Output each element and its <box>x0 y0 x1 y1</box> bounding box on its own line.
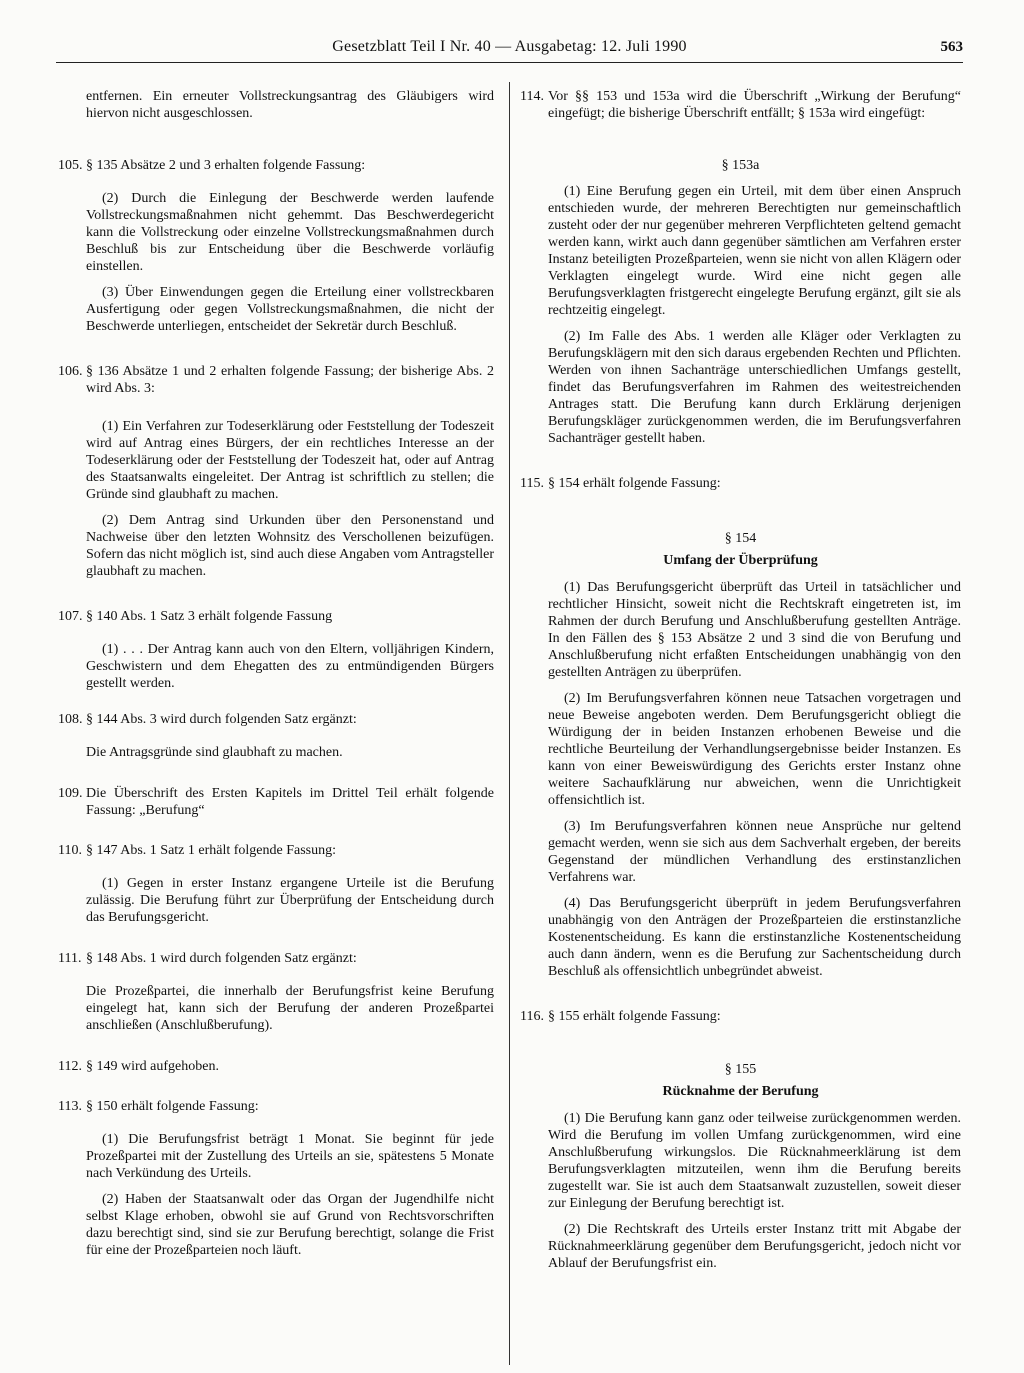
item-number: 108. <box>58 712 83 727</box>
paragraph: (1) Die Berufungsfrist beträgt 1 Monat. Sie beginnt für jede Prozeßpartei mit der Zustellung des Urteils an sie, spätestens 5 Monate nach Verkündung des Urteils. <box>86 1132 494 1181</box>
paragraph: Die Prozeßpartei, die innerhalb der Berufungsfrist keine Berufung eingelegt hat, kann sich der Berufung der anderen Prozeßpartei anschließen (Anschlußberufung). <box>86 984 494 1033</box>
paragraph: (1) Eine Berufung gegen ein Urteil, mit dem über einen Anspruch entschieden wurde, der mehreren Berechtigten nur gemeinschaftlich zusteht oder der nur gegenüber mehreren Verpflichteten geltend gemacht werden kann, wirkt auch dann gegenüber sämtlichen am Verfahren erster Instanz beteiligten Prozeßparteien, wenn sie nicht von allen Klägern oder Verklagten eingelegt wurde. Wird eine nicht gegen alle Berufungsverklagten fristgerecht eingelegte Berufung ergänzt, gilt sie als rechtzeitig eingelegt. <box>548 184 961 318</box>
gazette-title: Gesetzblatt Teil I Nr. 40 — Ausgabetag: 12. Juli 1990 <box>332 38 687 55</box>
item-text: § 154 erhält folgende Fassung: <box>548 476 721 491</box>
item-number: 112. <box>58 1059 82 1074</box>
item-115 <box>520 475 961 492</box>
item-text: § 135 Absätze 2 und 3 erhalten folgende Fassung: <box>86 158 366 173</box>
right-column <box>520 88 961 1272</box>
item-111 <box>58 950 494 967</box>
item-number: 116. <box>520 1009 544 1024</box>
item-text: § 140 Abs. 1 Satz 3 erhält folgende Fassung <box>86 609 333 624</box>
item-number: 105. <box>58 158 83 173</box>
page-number: 563 <box>940 39 963 55</box>
item-108 <box>58 711 494 728</box>
item-number: 106. <box>58 364 83 379</box>
item-109 <box>58 785 494 819</box>
paragraph: (2) Die Rechtskraft des Urteils erster Instanz tritt mit Abgabe der Rücknahmeerklärung gegenüber dem Berufungsgericht, jedoch nicht vor Ablauf der Berufungsfrist ein. <box>548 1222 961 1271</box>
paragraph: (3) Im Berufungsverfahren können neue Ansprüche nur geltend gemacht werden, wenn sie sich aus dem Sachverhalt ergeben, der bereits Gegenstand der mündlichen Verhandlung des erstinstanzlichen Verfahrens war. <box>548 819 961 885</box>
item-106 <box>58 363 494 397</box>
paragraph: (1) Gegen in erster Instanz ergangene Urteile ist die Berufung zulässig. Die Berufung führt zur Überprüfung der Entscheidung durch das Berufungsgericht. <box>86 876 494 925</box>
item-number: 114. <box>520 89 544 104</box>
paragraph: (2) Haben der Staatsanwalt oder das Organ der Jugendhilfe nicht selbst Klage erhoben, obwohl sie auf Grund von Rechtsvorschriften dazu berechtigt sind, sind sie zur Berufung berechtigt, solange die Frist für eine der Prozeßparteien noch läuft. <box>86 1192 494 1258</box>
item-text: Die Überschrift des Ersten Kapitels im Drittel Teil erhält folgende Fassung: „Berufung“ <box>86 786 494 818</box>
item-114 <box>520 88 961 122</box>
paragraph: Die Antragsgründe sind glaubhaft zu machen. <box>86 745 343 760</box>
item-text: § 147 Abs. 1 Satz 1 erhält folgende Fassung: <box>86 843 337 858</box>
item-text: § 149 wird aufgehoben. <box>86 1059 219 1074</box>
paragraph: (1) . . . Der Antrag kann auch von den Eltern, volljährigen Kindern, Geschwistern und dem Ehegatten des zu entmündigenden Bürgers gestellt werden. <box>86 642 494 691</box>
paragraph: (2) Im Falle des Abs. 1 werden alle Kläger oder Verklagten zu Berufungsklägern mit den sich daraus ergebenden Rechten und Pflichten. Werden von ihnen Sachanträge unterschiedlichen Umfangs gestellt, findet das Berufungsverfahren im Rahmen des weitestreichenden Antrages statt. Die Berufung kann durch Erklärung derjenigen Berufungskläger zurückgenommen werden, die im Berufungsverfahren Sachanträger gestellt haben. <box>548 329 961 446</box>
paragraph: (3) Über Einwendungen gegen die Erteilung einer vollstreckbaren Ausfertigung oder gegen Vollstreckungsmaßnahmen, die nicht der Beschwerde unterliegen, entscheidet der Sekretär durch Beschluß. <box>86 285 494 334</box>
item-number: 110. <box>58 843 82 858</box>
item-number: 113. <box>58 1099 82 1114</box>
paragraph-heading: § 153a <box>721 158 760 173</box>
paragraph: (2) Durch die Einlegung der Beschwerde werden laufende Vollstreckungsmaßnahmen nicht gehemmt. Das Beschwerdegericht kann die Vollstreckung oder einzelne Vollstreckungsmaßnahmen durch Beschluß bis zur Entscheidung über die Beschwerde vorläufig einstellen. <box>86 191 494 274</box>
page-header <box>56 30 963 63</box>
item-text: § 155 erhält folgende Fassung: <box>548 1009 721 1024</box>
continued-paragraph: entfernen. Ein erneuter Vollstreckungsantrag des Gläubigers wird hiervon nicht ausgeschlossen. <box>86 89 494 121</box>
paragraph-heading: § 154 <box>724 531 757 546</box>
item-number: 109. <box>58 786 83 801</box>
item-number: 115. <box>520 476 544 491</box>
item-107 <box>58 608 494 625</box>
paragraph-heading: § 155 <box>724 1062 757 1077</box>
item-number: 111. <box>58 951 82 966</box>
item-110 <box>58 842 494 859</box>
section-title: Umfang der Überprüfung <box>663 553 818 568</box>
column-divider <box>509 82 510 1365</box>
item-text: § 136 Absätze 1 und 2 erhalten folgende Fassung; der bisherige Abs. 2 wird Abs. 3: <box>86 364 494 396</box>
item-number: 107. <box>58 609 83 624</box>
paragraph: (1) Das Berufungsgericht überprüft das Urteil in tatsächlicher und rechtlicher Hinsicht, soweit nicht die Rechtskraft eingetreten ist, im Rahmen der durch Berufung und Anschlußberufung gestellten Anträge. In den Fällen des § 153 Absätze 2 und 3 sind die von Berufung und Anschlußberufung nicht erfaßten Entscheidungen unabhängig von den gestellten Anträgen zu überprüfen. <box>548 580 961 680</box>
item-105 <box>58 157 494 174</box>
item-text: Vor §§ 153 und 153a wird die Überschrift „Wirkung der Berufung“ eingefügt; die bisherige Überschrift entfällt; § 153a wird eingefügt: <box>548 89 961 121</box>
paragraph: (2) Dem Antrag sind Urkunden über den Personenstand und Nachweise über den letzten Wohnsitz des Verschollenen beizufügen. Sofern das nicht möglich ist, sind auch diese Angaben vom Antragsteller glaubhaft zu machen. <box>86 513 494 579</box>
paragraph: (1) Ein Verfahren zur Todeserklärung oder Feststellung der Todeszeit wird auf Antrag eines Bürgers, der ein rechtliches Interesse an der Todeserklärung oder der Feststellung der Todeszeit hat, oder auf Antrag des Staatsanwalts eingeleitet. Der Antrag ist schriftlich zu stellen; die Gründe sind glaubhaft zu machen. <box>86 419 494 502</box>
paragraph: (1) Die Berufung kann ganz oder teilweise zurückgenommen werden. Wird die Berufung im vollen Umfang zurückgenommen, wird eine Anschlußberufung wirkungslos. Die Rücknahmeerklärung ist dem Berufungsverklagten mitzuteilen, wenn ihm die Berufung bereits zugestellt war. Sie ist auch dem Staatsanwalt zuzustellen, soweit dieser zur Einlegung der Berufung berechtigt ist. <box>548 1111 961 1211</box>
paragraph: (4) Das Berufungsgericht überprüft in jedem Berufungsverfahren unabhängig von den Anträgen der Prozeßparteien die erstinstanzliche Kostenentscheidung. Es kann die erstinstanzliche Kostenentscheidung auch dann ändern, wenn es die Berufung zur Sachentscheidung durch Beschluß als offensichtlich unbegründet abweist. <box>548 896 961 979</box>
section-title: Rücknahme der Berufung <box>662 1084 819 1099</box>
item-116 <box>520 1008 961 1025</box>
item-text: § 150 erhält folgende Fassung: <box>86 1099 259 1114</box>
item-text: § 144 Abs. 3 wird durch folgenden Satz ergänzt: <box>86 712 357 727</box>
item-text: § 148 Abs. 1 wird durch folgenden Satz ergänzt: <box>86 951 357 966</box>
item-113 <box>58 1098 494 1115</box>
item-112 <box>58 1058 494 1075</box>
left-column <box>58 88 494 1259</box>
paragraph: (2) Im Berufungsverfahren können neue Tatsachen vorgetragen und neue Beweise angeboten werden. Dem Berufungsgericht obliegt die Würdigung der in beiden Instanzen erhobenen Beweise und die rechtliche Beurteilung der Verhandlungsergebnisse beider Instanzen. Es kann von einer Beweiswürdigung des Gerichts erster Instanz ohne weitere Sachaufklärung nur abweichen, wenn die Unrichtigkeit offensichtlich ist. <box>548 691 961 808</box>
